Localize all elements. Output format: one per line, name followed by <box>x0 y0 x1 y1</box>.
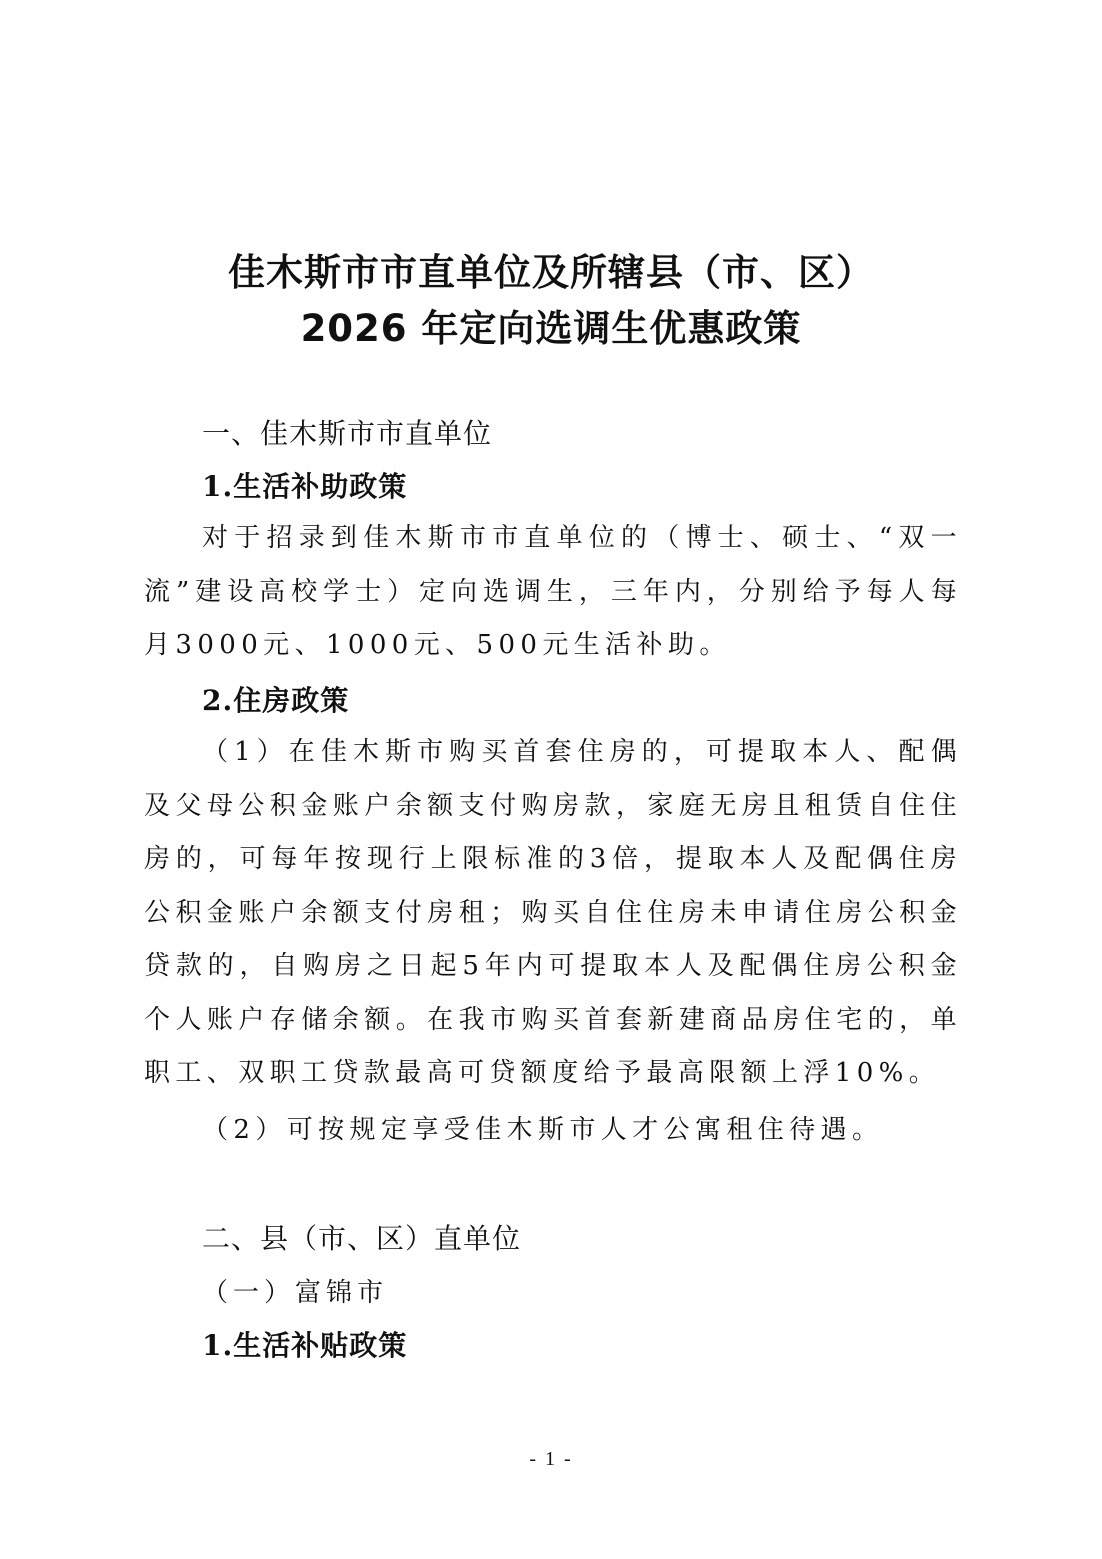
section-1-sub-2-paragraph-2: （2）可按规定享受佳木斯市人才公寓租住待遇。 <box>202 1115 884 1145</box>
document-title-line-1: 佳木斯市市直单位及所辖县（市、区） <box>228 251 874 294</box>
section-1-sub-2-heading: 2.住房政策 <box>202 684 350 717</box>
page-number: - 1 - <box>529 1448 573 1470</box>
section-2-heading: 二、县（市、区）直单位 <box>202 1222 522 1255</box>
document-title-line-2: 2026 年定向选调生优惠政策 <box>300 307 802 350</box>
section-1-sub-1-heading: 1.生活补助政策 <box>202 470 408 503</box>
section-1-heading: 一、佳木斯市市直单位 <box>202 417 493 450</box>
section-1-sub-1-paragraph: 对于招录到佳木斯市市直单位的（博士、硕士、“双一流”建设高校学士）定向选调生，三年内，分别给予每人每月3000元、1000元、500元生活补助。 <box>144 523 962 660</box>
section-2-sub-1-heading: 1.生活补贴政策 <box>202 1329 408 1362</box>
section-1-sub-2-paragraph-1: （1）在佳木斯市购买首套住房的，可提取本人、配偶及父母公积金账户余额支付购房款，家庭无房且租赁自住住房的，可每年按现行上限标准的3倍，提取本人及配偶住房公积金账户余额支付房租；购买自住住房未申请住房公积金贷款的，自购房之日起5年内可提取本人及配偶住房公积金个人账户存储余额。在我市购买首套新建商品房住宅的，单职工、双职工贷款最高可贷额度给予最高限额上浮10%。 <box>144 737 962 1088</box>
section-2-subsection-heading: （一）富锦市 <box>202 1278 389 1308</box>
